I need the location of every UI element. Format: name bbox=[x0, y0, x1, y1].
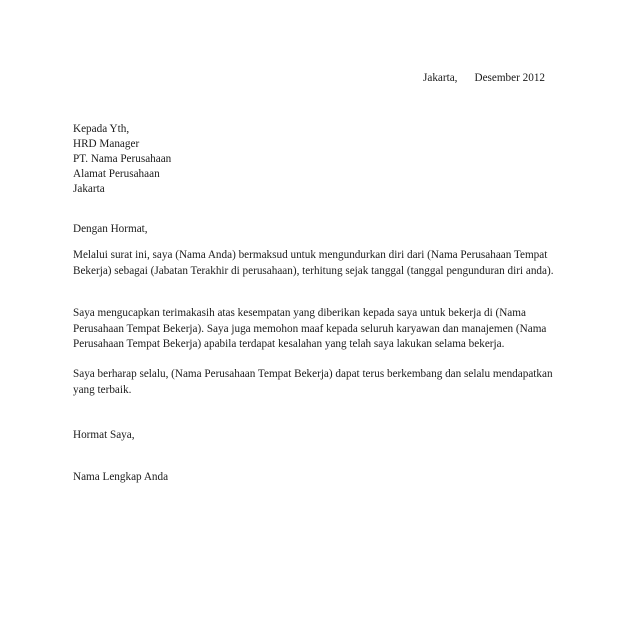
recipient-address: Alamat Perusahaan bbox=[73, 168, 160, 180]
salutation: Dengan Hormat, bbox=[73, 223, 148, 235]
recipient-title: HRD Manager bbox=[73, 138, 140, 150]
body-paragraph-wishes: Saya berharap selalu, (Nama Perusahaan Tempat Bekerja) dapat terus berkembang dan selalu mendapatkan yang terbaik. bbox=[73, 368, 553, 396]
body-paragraph-intent: Melalui surat ini, saya (Nama Anda) bermaksud untuk mengundurkan diri dari (Nama Perusahaan Tempat Bekerja) sebagai (Jabatan Terakhir di perusahaan), terhitung sejak tanggal (tanggal pengunduran diri anda). bbox=[73, 249, 554, 277]
recipient-address-block bbox=[73, 122, 171, 197]
letter-date: Desember 2012 bbox=[474, 72, 546, 84]
letter-city: Jakarta, bbox=[423, 72, 458, 84]
body-paragraph-thanks: Saya mengucapkan terimakasih atas kesempatan yang diberikan kepada saya untuk bekerja di (Nama Perusahaan Tempat Bekerja). Saya juga memohon maaf kepada seluruh karyawan dan manajemen (Nama Perusahaan Tempat Bekerja) apabila terdapat kesalahan yang telah saya lakukan selama bekerja. bbox=[73, 307, 547, 350]
recipient-company: PT. Nama Perusahaan bbox=[73, 153, 172, 165]
place-date-line bbox=[423, 71, 545, 85]
recipient-city: Jakarta bbox=[73, 183, 105, 195]
closing-phrase: Hormat Saya, bbox=[73, 429, 135, 441]
recipient-greeting: Kepada Yth, bbox=[73, 123, 130, 135]
signature-name: Nama Lengkap Anda bbox=[73, 471, 169, 483]
